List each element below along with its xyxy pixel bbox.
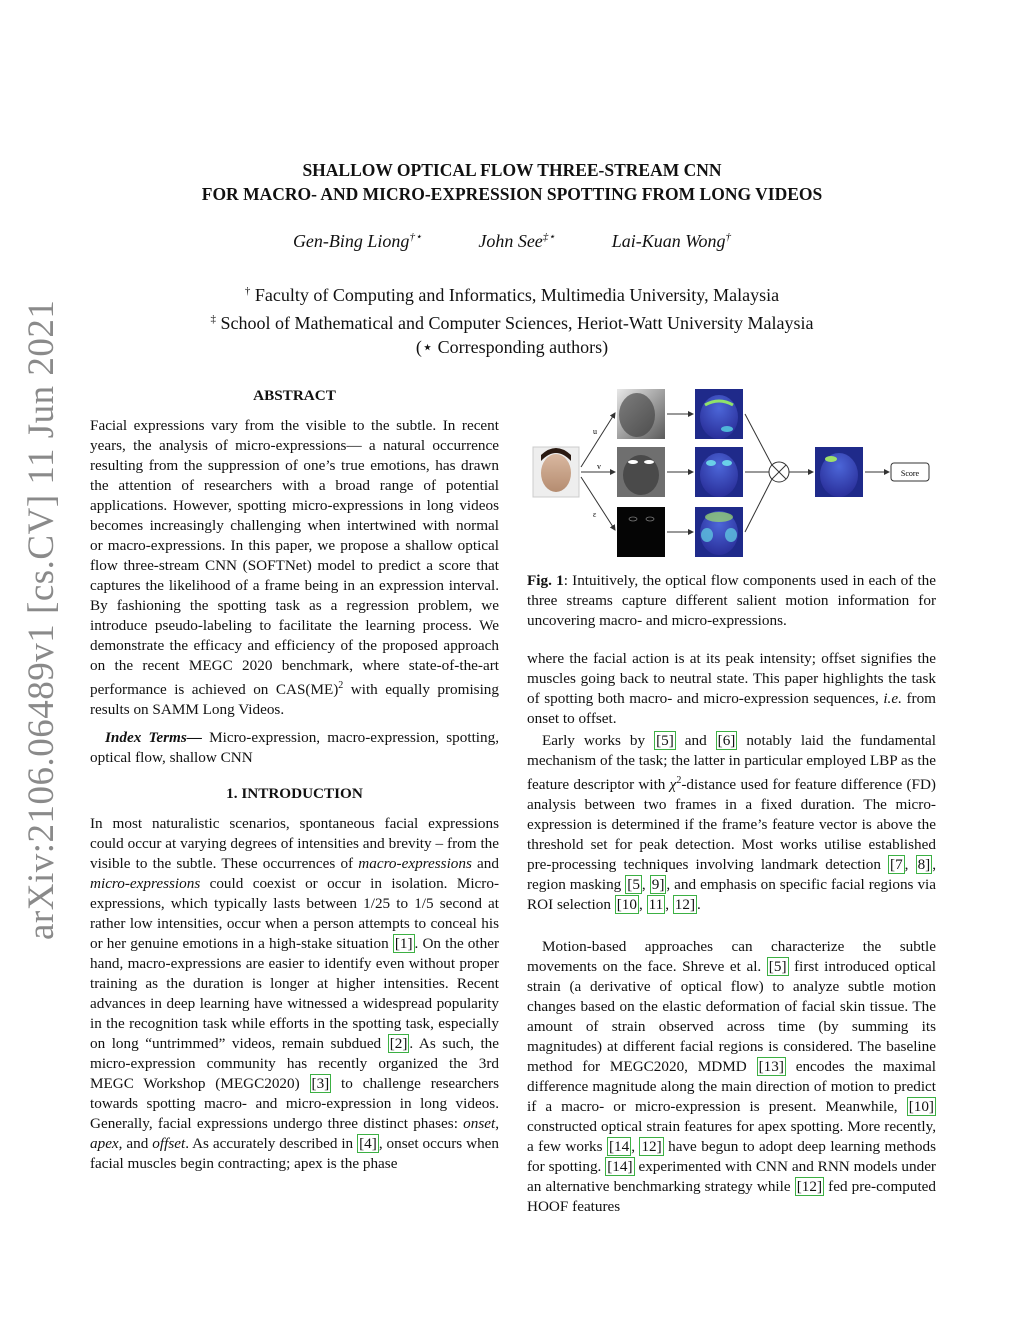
paper-title [100, 158, 924, 206]
title-line-2: FOR MACRO- AND MICRO-EXPRESSION SPOTTING FROM LONG VIDEOS [201, 184, 823, 204]
index-terms-label: Index Terms— [105, 729, 202, 747]
citation-link[interactable]: [14 [608, 1138, 630, 1156]
abstract-text [90, 416, 499, 720]
right-p2-text-c: notably laid the fundamental mechanism of the task; the latter in particular employed LBP as the feature descriptor with [527, 732, 936, 794]
stream-label-v: v [597, 462, 601, 471]
index-terms [90, 728, 499, 768]
intro-em-5: offset [152, 1135, 186, 1153]
arxiv-side-stamp: arXiv:2106.06489v1 [cs.CV] 11 Jun 2021 [21, 299, 62, 940]
citation-link[interactable]: [3] [311, 1075, 330, 1093]
citation-link[interactable]: [10] [908, 1098, 934, 1116]
intro-text-10: , onset occurs when facial muscles begin contracting; apex is the phase [90, 1135, 500, 1173]
citation-link[interactable]: [5] [656, 732, 674, 749]
author-1 [293, 231, 422, 251]
intro-text-4: . On the other hand, macro-expressions are easier to identify even without proper training as the duration is longer at higher intensities. Recent advances in deep learning have witnessed a widespread popularity in the recognition task while efforts in the spotting task, especially on long “untrimmed” videos, remain subdued [90, 935, 499, 1053]
right-p1-text-b: from onset to offset. [527, 690, 936, 727]
citation-link[interactable]: [4] [359, 1135, 377, 1153]
intro-text-8: , and [118, 1135, 153, 1153]
figure-1-diagram [527, 385, 936, 565]
figure-caption-text: : Intuitively, the optical flow components used in each of the three streams capture different salient motion information for uncovering macro- and micro-expressions. [527, 572, 936, 629]
affiliation-3: (⋆ Corresponding authors) [415, 337, 609, 357]
index-terms-text: Micro-expression, macro-expression, spotting, optical flow, shallow CNN [90, 729, 500, 767]
right-p2-text-e: , region masking [527, 856, 937, 894]
citation-link[interactable]: 9] [651, 876, 665, 894]
citation-link[interactable]: [10 [616, 896, 637, 914]
citation-link[interactable]: [14] [607, 1158, 633, 1176]
author-2 [478, 231, 555, 251]
left-column [90, 386, 499, 1174]
right-p1-em: i.e. [883, 690, 902, 707]
citation-link[interactable]: 11 [648, 896, 664, 914]
affiliation-1-text: Faculty of Computing and Informatics, Multimedia University, Malaysia [250, 285, 780, 305]
author-3-name: Lai-Kuan Wong [611, 231, 726, 251]
chi-symbol: χ [669, 776, 677, 794]
score-box [891, 463, 929, 481]
abstract-sup: 2 [338, 680, 344, 691]
intro-text-6: to challenge researchers towards spotting macro- and micro-expression in long videos. Generally, facial expressions undergo three distinct phases: [90, 1075, 500, 1133]
right-p3-text-g: fed pre-computed HOOF features [527, 1178, 936, 1216]
right-p3-text-f: experimented with CNN and RNN models under an alternative benchmarking strategy while [527, 1158, 936, 1196]
intro-text-1: In most naturalistic scenarios, spontaneous facial expressions could occur at varying degrees of intensities and brevity – from the visible to the subtle. These occurrences of [90, 815, 499, 873]
citation-link[interactable]: [1] [394, 935, 413, 953]
right-p2-text-d: -distance used for feature difference (FD) analysis between two frames in a fixed duration. The micro-expression is determined if the frame’s feature vector is above the threshold set for peak detection. Most works utilise established pre-processing techniques involving landmark detection [527, 776, 936, 874]
fusion-operator-icon [769, 462, 789, 482]
intro-em-2: micro-expressions [90, 875, 201, 893]
score-label: Score [900, 469, 920, 478]
right-paragraph-2: Early works by [5] and [6] notably laid the fundamental mechanism of the task; the latter in particular employed LBP as the feature descriptor with $\chi^2$-distance used for feature difference (FD) analysis between two frames in a fixed duration. The micro-expression is determined if the frame’s feature vector is above the threshold set for peak detection. Most works utilise established pre-processing techniques involving landmark detection [7 , 8] , region masking [5 , 9] , and emphasis on specific facial regions via ROI selection [10 , 11 , 12] . [527, 732, 937, 914]
right-p3-text-b: first introduced optical strain (a derivative of optical flow) to analyze subtle motion changes based on the elastic deformation of facial skin tissue. The amount of strain observed across time (by summing its magnitudes) at different facial regions is considered. The baseline method for MEGC2020, MDMD [527, 958, 936, 1076]
affiliation-1-mark: † [244, 285, 251, 297]
affiliation-2-mark: ‡ [210, 313, 217, 325]
citation-link[interactable]: 8] [917, 856, 931, 874]
heatmap-v [695, 447, 743, 497]
right-column [527, 649, 936, 1217]
affiliation-2 [100, 307, 924, 335]
heatmap-u [695, 389, 743, 439]
intro-em-4: apex [90, 1135, 119, 1153]
intro-text-5: . As such, the micro-expression community has recently organized the 3rd MEGC Workshop (MEGC2020) [90, 1035, 499, 1093]
intro-text-3: could coexist or occur in isolation. Micro-expressions, which typically lasts between 1/25 to 1/5 second at rather low intensities, occur when a person attempts to conceal his or her genuine emotions in a high-stake situation [90, 875, 499, 953]
citation-link[interactable]: [12] [796, 1178, 823, 1196]
author-1-marks: †⋆ [409, 231, 422, 243]
right-paragraph-1 [527, 649, 936, 729]
affiliations [100, 279, 924, 359]
intro-em-1: macro-expressions [358, 855, 472, 873]
intro-text-2: and [471, 855, 499, 873]
intro-heading: 1. INTRODUCTION [226, 785, 363, 803]
citation-link[interactable]: [5] [768, 958, 787, 976]
intro-paragraph [90, 814, 499, 1174]
fused-heatmap [815, 447, 863, 497]
author-2-marks: ‡⋆ [542, 231, 556, 243]
flow-v-image [617, 447, 665, 497]
citation-link[interactable]: 12] [641, 1138, 662, 1156]
author-2-name: John See [478, 231, 543, 251]
right-p3-text-d: constructed optical strain features for apex spotting. More recently, a few works [527, 1118, 936, 1156]
author-1-name: Gen-Bing Liong [292, 231, 410, 251]
right-p3-text-e: have begun to adopt deep learning methods for spotting. [527, 1138, 936, 1176]
citation-link[interactable]: [7 [890, 856, 903, 874]
right-p2-text-a: Early works by [542, 732, 655, 749]
abstract-text-a: Facial expressions vary from the visible to the subtle. In recent years, the analysis of micro-expressions— a natural occurrence resulting from the suppression of one’s true emotions, has drawn the attention of researchers with a broad range of potential applications. However, spotting micro-expressions in long videos becomes increasingly challenging when intertwined with normal or macro-expressions. In this paper, we propose a shallow optical flow three-stream CNN (SOFTNet) model to predict a score that captures the likelihood of a frame being in an expression interval. By fashioning the spotting task as a regression problem, we introduce pseudo-labeling to facilitate the learning process. We demonstrate the efficacy and efficiency of the proposed approach on the recent MEGC 2020 benchmark, where state-of-the-art performance is achieved on CAS(ME) [90, 417, 499, 699]
right-p2-text-f: , and emphasis on specific facial regions via ROI selection [527, 876, 936, 914]
abstract-heading: ABSTRACT [253, 387, 336, 404]
citation-link[interactable]: [5 [627, 876, 640, 894]
intro-text-7: , [495, 1115, 499, 1133]
intro-em-3: onset [463, 1115, 496, 1133]
author-3-marks: † [725, 231, 732, 243]
affiliation-2-text: School of Mathematical and Computer Sciences, Heriot-Watt University Malaysia [216, 313, 814, 333]
citation-link[interactable]: [13] [758, 1058, 784, 1076]
figure-1 [527, 385, 936, 565]
citation-link[interactable]: 12] [674, 896, 696, 914]
chi-sup: 2 [676, 775, 682, 786]
optical-strain-image [617, 507, 665, 557]
abstract-text-b: with equally promising results on SAMM Long Videos. [90, 681, 499, 719]
citation-link[interactable]: [2] [389, 1035, 408, 1053]
right-p1-text-a: where the facial action is at its peak intensity; offset signifies the muscles going back to neutral state. This paper highlights the task of spotting both macro- and micro-expression sequences, [527, 650, 936, 707]
right-p3-text-c: encodes the maximal difference magnitude along the main direction of motion to predict if a macro- or micro-expression is present. Meanwhile, [527, 1058, 936, 1116]
stream-label-epsilon: ε [593, 510, 597, 519]
title-line-1: SHALLOW OPTICAL FLOW THREE-STREAM CNN [302, 160, 722, 180]
figure-caption-label: Fig. 1 [527, 572, 564, 589]
right-paragraph-3: Motion-based approaches can characterize the subtle movements on the face. Shreve et al. [5] first introduced optical strain (a derivative of optical flow) to analyze subtle motion changes based on the elastic deformation of facial skin tissue. The amount of strain observed across time (by summing its magnitudes) at different facial regions is considered. The baseline method for MEGC2020, MDMD [13] encodes the maximal difference magnitude along the main direction of motion to predict if a macro- or micro-expression is present. Meanwhile, [10] constructed optical strain features for apex spotting. More recently, a few works [14 , 12] have begun to adopt deep learning methods for spotting. [14] experimented with CNN and RNN models under an alternative benchmarking strategy while [12] fed pre-computed HOOF features [527, 938, 936, 1216]
author-list [150, 230, 874, 252]
affiliation-1 [100, 279, 924, 307]
right-p3-text-a: Motion-based approaches can characterize the subtle movements on the face. Shreve et al. [527, 938, 936, 976]
intro-text-9: . As accurately described in [185, 1135, 358, 1153]
right-p2-text-b: and [675, 732, 716, 749]
flow-u-image [617, 389, 665, 439]
right-p2-text-g: . [697, 896, 701, 914]
citation-link[interactable]: [6] [717, 732, 736, 749]
stream-label-u: u [593, 427, 597, 436]
heatmap-epsilon [695, 507, 743, 557]
author-3 [612, 231, 731, 251]
figure-1-caption [527, 571, 936, 631]
input-face-image [533, 447, 579, 497]
